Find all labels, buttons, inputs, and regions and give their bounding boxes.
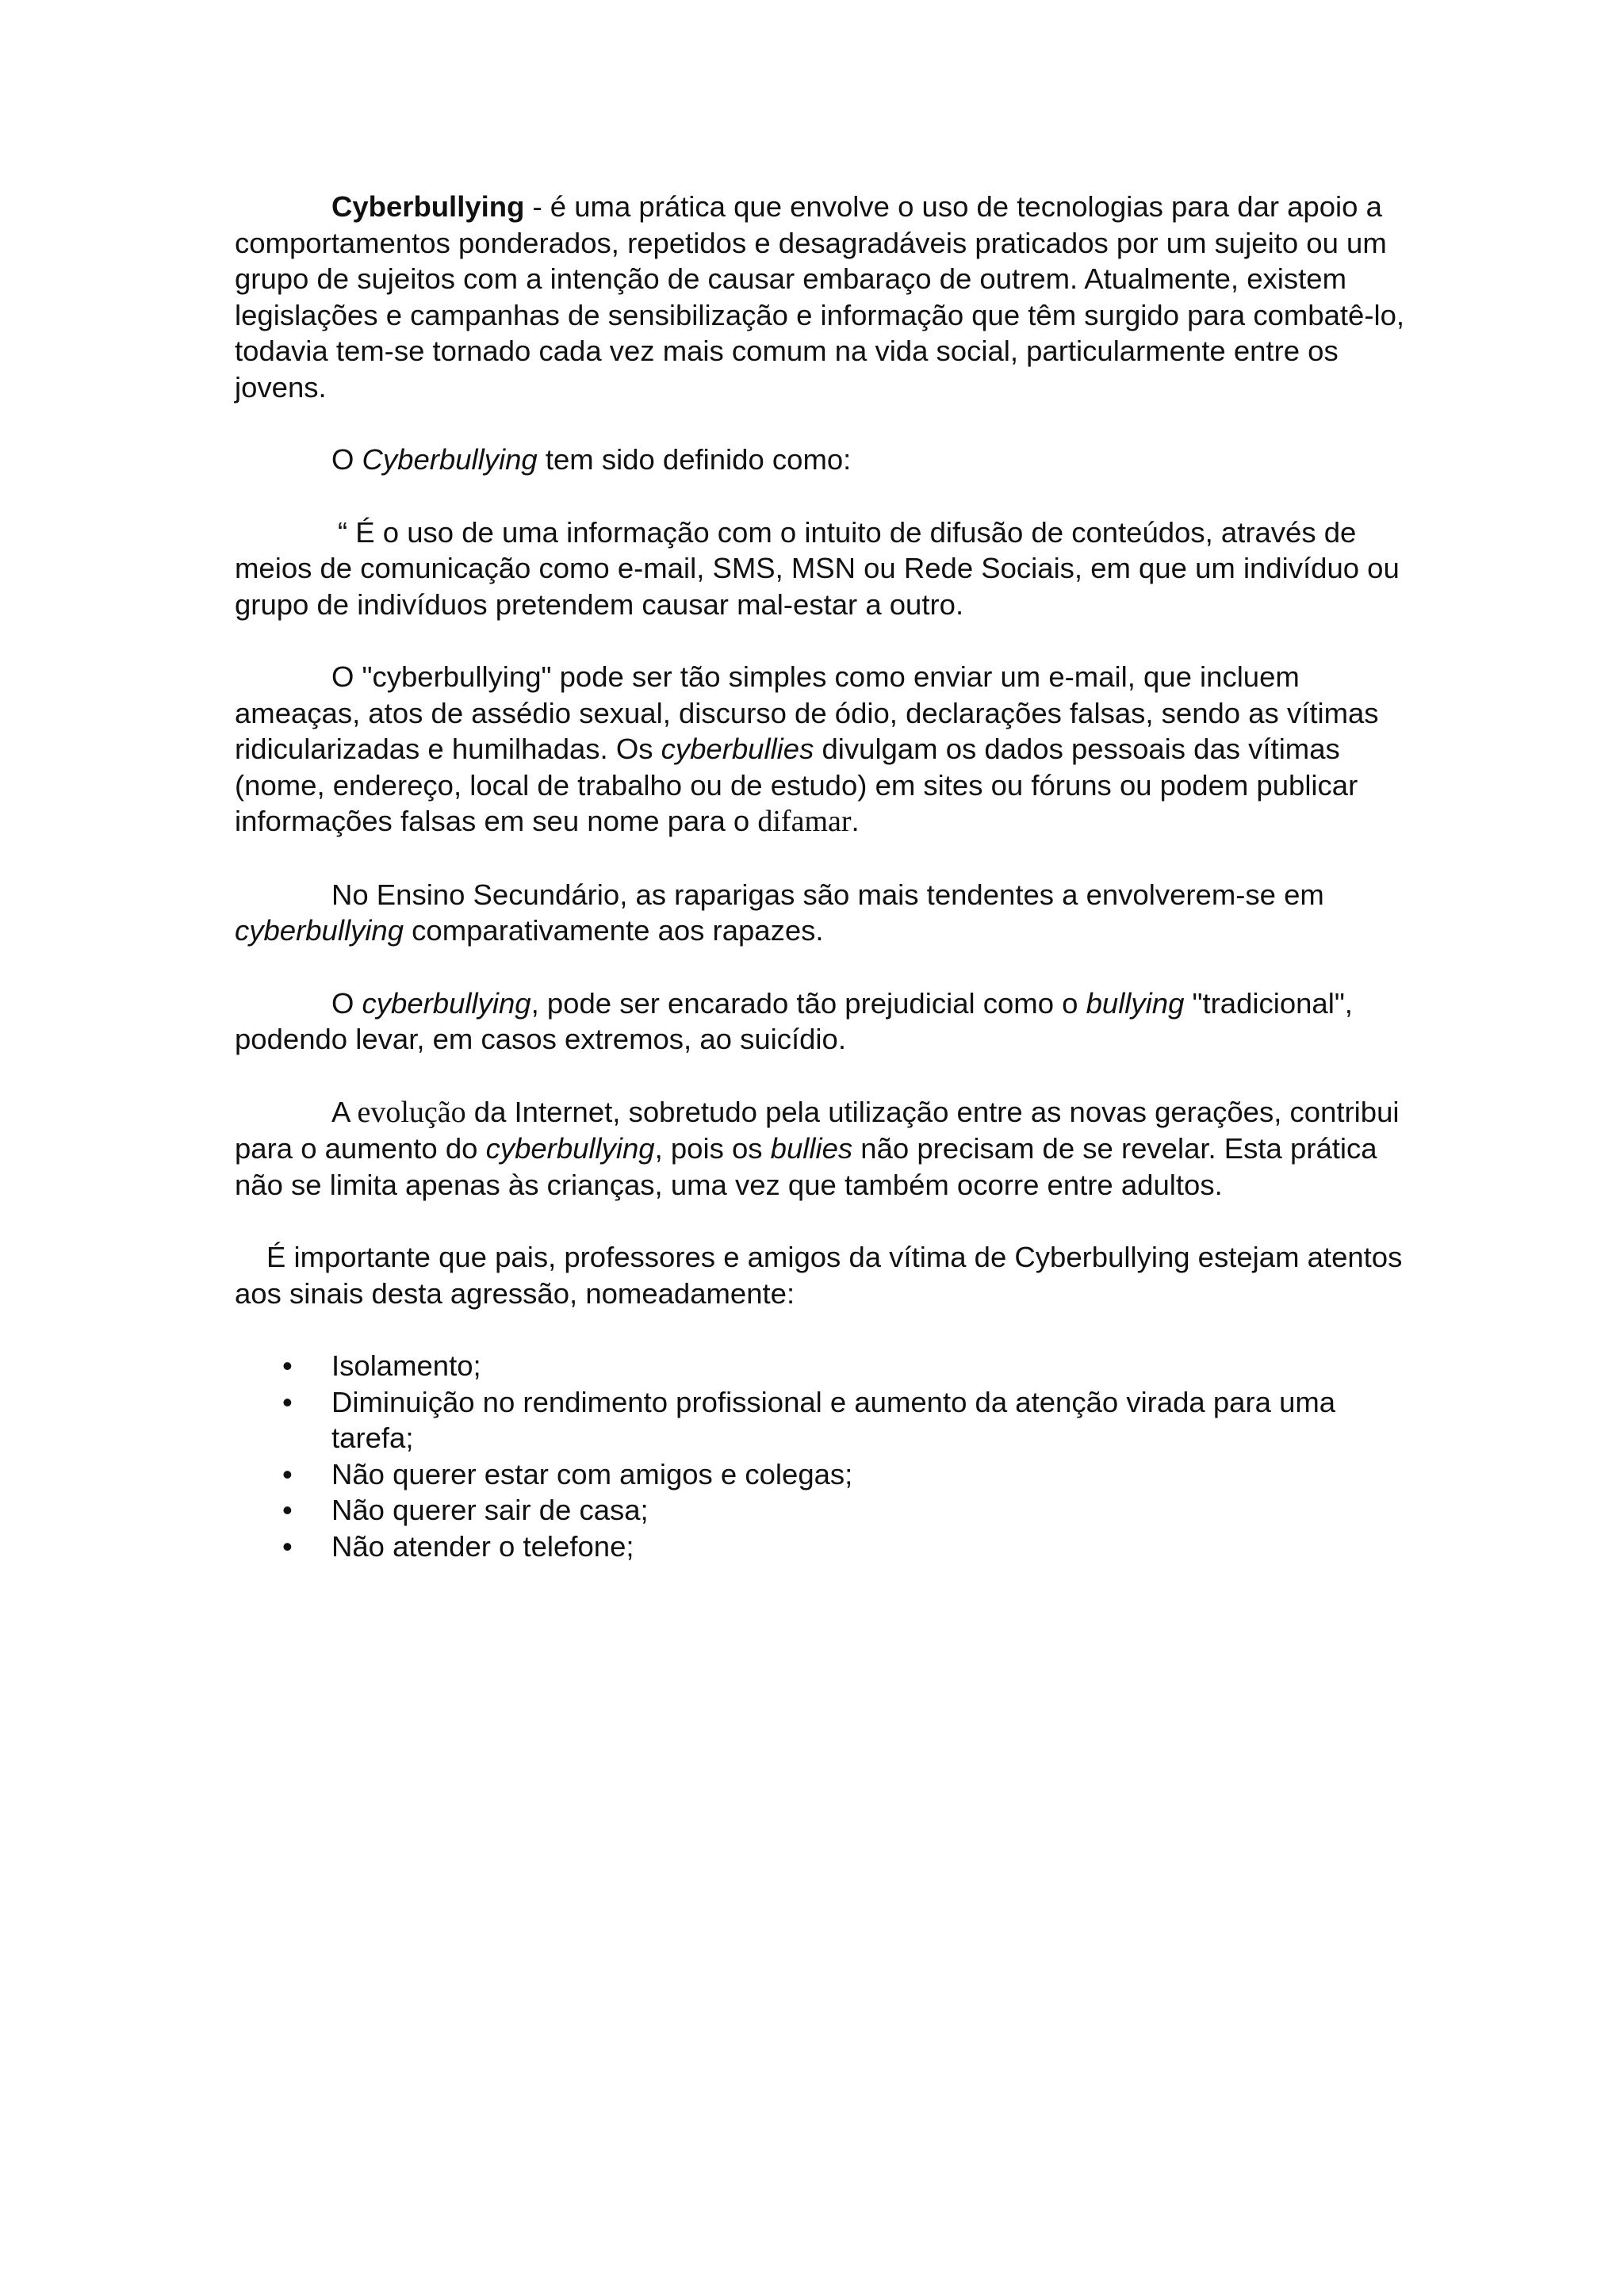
serif-word: evolução xyxy=(357,1095,466,1129)
list-item xyxy=(235,1384,1408,1456)
paragraph-harm xyxy=(235,985,1408,1058)
italic-term: Cyberbullying xyxy=(362,443,538,476)
list-item-text: Não querer estar com amigos e colegas; xyxy=(331,1457,853,1490)
italic-term: cyberbullying xyxy=(235,914,404,947)
text-run: da Internet, sobretudo pela utilização entre as novas gerações, contribui para o aumento do xyxy=(235,1095,1400,1165)
text-run: O xyxy=(331,986,362,1020)
text-run: , pois os xyxy=(654,1132,771,1165)
list-item xyxy=(235,1492,1408,1529)
text-run: comparativamente aos rapazes. xyxy=(404,914,824,947)
text-run: A xyxy=(331,1095,358,1128)
text-run: . xyxy=(851,805,860,837)
term-cyberbullying: Cyberbullying xyxy=(331,190,525,223)
italic-term: bullies xyxy=(770,1132,853,1165)
italic-term: bullying xyxy=(1086,986,1185,1020)
italic-term: cyberbullying xyxy=(485,1132,655,1165)
list-item xyxy=(235,1348,1408,1384)
list-item-text: Não querer sair de casa; xyxy=(331,1494,649,1526)
text-run: O xyxy=(331,443,362,476)
italic-term: cyberbullies xyxy=(661,733,814,765)
paragraph-defined-as xyxy=(235,442,1408,478)
bullet-icon: • xyxy=(282,1529,293,1563)
list-item-text: Diminuição no rendimento profissional e aumento da atenção virada para uma tarefa; xyxy=(331,1385,1336,1454)
paragraph-examples xyxy=(235,659,1408,840)
text-run: É importante que pais, professores e amigos da vítima de Cyberbullying estejam atentos aos sinais desta agressão, nomeadamente: xyxy=(235,1241,1403,1310)
serif-word: difamar xyxy=(757,805,852,838)
italic-term: cyberbullying xyxy=(362,986,531,1020)
quote-text: “ É o uso de uma informação com o intuito de difusão de conteúdos, através de meios de comunicação como e-mail, SMS, MSN ou Rede Sociais, em que um indivíduo ou grupo de indivíduos pretendem causar mal-estar a outro. xyxy=(235,515,1400,621)
list-item-text: Isolamento; xyxy=(331,1349,481,1382)
list-item xyxy=(235,1456,1408,1493)
bullet-icon: • xyxy=(282,1385,293,1418)
paragraph-warning-signs-intro xyxy=(235,1239,1408,1311)
list-item-text: Não atender o telefone; xyxy=(331,1529,634,1563)
text-run: "tradicional", podendo levar, em casos extremos, ao suicídio. xyxy=(235,986,1353,1055)
text-run: tem sido definido como: xyxy=(537,443,852,476)
bullet-icon: • xyxy=(282,1349,293,1382)
text-run: não precisam de se revelar. Esta prática não se limita apenas às crianças, uma vez que também ocorre entre adultos. xyxy=(235,1132,1377,1201)
list-item xyxy=(235,1529,1408,1565)
paragraph-definition xyxy=(235,189,1408,405)
paragraph-quote xyxy=(235,515,1408,623)
text-run: , pode ser encarado tão prejudicial como o xyxy=(530,986,1086,1020)
bullet-icon: • xyxy=(282,1494,293,1526)
text-run: O "cyberbullying" pode ser tão simples como enviar um e-mail, que incluem ameaças, atos de assédio sexual, discurso de ódio, declarações falsas, sendo as vítimas ridicularizadas e humilhadas. Os xyxy=(235,660,1379,765)
document-page xyxy=(235,189,1408,1564)
paragraph-secondary-school xyxy=(235,877,1408,949)
text-run: divulgam os dados pessoais das vítimas (nome, endereço, local de trabalho ou de estudo) em sites ou fóruns ou podem publicar informações falsas em seu nome para o xyxy=(235,733,1358,837)
bullet-icon: • xyxy=(282,1457,293,1490)
paragraph-internet-evolution xyxy=(235,1094,1408,1203)
definition-text: - é uma prática que envolve o uso de tecnologias para dar apoio a comportamentos ponderados, repetidos e desagradáveis praticados por um sujeito ou um grupo de sujeitos com a intenção de causar embaraço de outrem. Atualmente, existem legislações e campanhas de sensibilização e informação que têm surgido para combatê-lo, todavia tem-se tornado cada vez mais comum na vida social, particularmente entre os jovens. xyxy=(235,190,1405,404)
text-run: No Ensino Secundário, as raparigas são mais tendentes a envolverem-se em xyxy=(331,878,1324,911)
warning-signs-list xyxy=(235,1348,1408,1564)
